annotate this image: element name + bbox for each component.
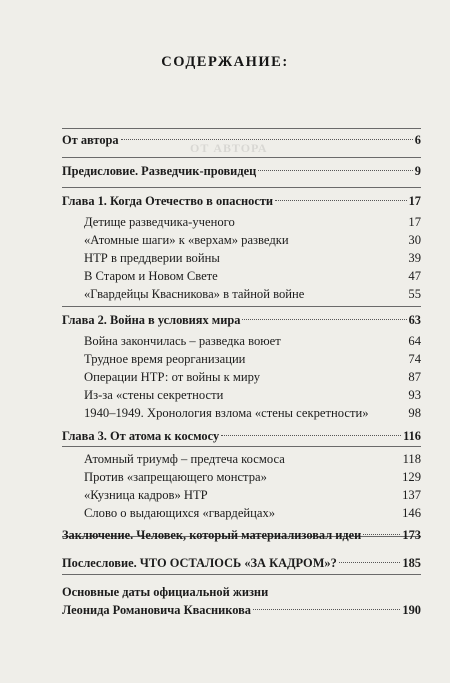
- toc-entry-label: Операции НТР: от войны к миру: [84, 370, 261, 384]
- toc-entry-page: 87: [408, 370, 421, 384]
- toc-entry-label: Атомный триумф – предтеча космоса: [84, 452, 285, 466]
- toc-entry-label: Из-за «стены секретности: [84, 388, 224, 402]
- toc-entry-page: 129: [402, 470, 421, 484]
- toc-entry-preface: [62, 163, 421, 180]
- toc-entry-label: В Старом и Новом Свете: [84, 269, 218, 283]
- toc-subentry: [84, 369, 421, 386]
- toc-entry-conclusion: [62, 527, 421, 544]
- toc-entry-label: Глава 1. Когда Отечество в опасности: [62, 194, 274, 208]
- toc-subentry: [84, 387, 421, 404]
- dot-leader: [363, 534, 400, 535]
- show-through-heading: ОТ АВТОРА: [190, 141, 268, 155]
- toc-entry-page: 74: [408, 352, 421, 366]
- toc-subentry: [84, 451, 421, 468]
- toc-entry-page: 185: [402, 556, 421, 570]
- dot-leader: [242, 319, 406, 320]
- divider: [62, 157, 421, 158]
- toc-entry-author: [62, 132, 421, 149]
- toc-subentry: [84, 505, 421, 522]
- toc-entry-page: 9: [414, 164, 421, 178]
- toc-entry-label: «Атомные шаги» к «верхам» разведки: [84, 233, 289, 247]
- toc-entry-page: 55: [408, 287, 421, 301]
- toc-entry-page: 146: [402, 506, 421, 520]
- toc-entry-label: «Гвардейцы Квасникова» в тайной войне: [84, 287, 305, 301]
- toc-entry-label: Война закончилась – разведка воюет: [84, 334, 281, 348]
- divider: [62, 187, 421, 188]
- toc-entry-afterword: [62, 555, 421, 572]
- divider: [62, 306, 421, 307]
- toc-entry-page: 6: [414, 133, 421, 147]
- toc-subentry: [84, 351, 421, 368]
- toc-entry-label: Предисловие. Разведчик-провидец: [62, 164, 257, 178]
- toc-entry-page: 118: [402, 452, 421, 466]
- toc-entry-label: 1940–1949. Хронология взлома «стены секретности»: [84, 406, 369, 420]
- toc-entry-page: 190: [402, 603, 421, 617]
- toc-entry-page: 17: [408, 215, 421, 229]
- toc-entry-label: Послесловие. ЧТО ОСТАЛОСЬ «ЗА КАДРОМ»?: [62, 556, 337, 570]
- toc-entry-page: 116: [403, 429, 421, 443]
- toc-entry-chapter-1: [62, 193, 421, 210]
- divider: [62, 128, 421, 129]
- toc-entry-page: 64: [408, 334, 421, 348]
- toc-subentry: [84, 469, 421, 486]
- toc-entry-label: Детище разведчика-ученого: [84, 215, 235, 229]
- toc-entry-page: 47: [408, 269, 421, 283]
- toc-entry-label: Слово о выдающихся «гвардейцах»: [84, 506, 276, 520]
- toc-entry-label: Заключение. Человек, который материализовал идеи: [62, 528, 362, 542]
- toc-subentry: [84, 268, 421, 285]
- toc-entry-page: 173: [402, 528, 421, 542]
- toc-entry-page: 137: [402, 488, 421, 502]
- toc-subentry: [84, 250, 421, 267]
- dot-leader: [258, 170, 413, 171]
- toc-entry-label: От автора: [62, 133, 119, 147]
- toc-entry-page: 17: [408, 194, 421, 208]
- toc-entry-label: Глава 2. Война в условиях мира: [62, 313, 241, 327]
- toc-entry-dates-line1: Основные даты официальной жизни: [62, 585, 269, 599]
- toc-entry-page: 30: [408, 233, 421, 247]
- toc-entry-page: 93: [408, 388, 421, 402]
- page-title: СОДЕРЖАНИЕ:: [161, 54, 289, 70]
- toc-entry-chapter-3: [62, 428, 421, 445]
- toc-entry-page: 98: [408, 406, 421, 420]
- toc-subentry: [84, 286, 421, 303]
- toc-entry-label: Трудное время реорганизации: [84, 352, 246, 366]
- toc-entry-label: Леонида Романовича Квасникова: [62, 603, 251, 617]
- toc-entry-label: Против «запрещающего монстра»: [84, 470, 267, 484]
- toc-subentry: [84, 405, 421, 422]
- divider: [62, 574, 421, 575]
- dot-leader: [121, 139, 413, 140]
- toc-entry-label: НТР в преддверии войны: [84, 251, 220, 265]
- toc-subentry: [84, 214, 421, 231]
- divider: [62, 446, 421, 447]
- toc-entry-label: «Кузница кадров» НТР: [84, 488, 208, 502]
- dot-leader: [339, 562, 401, 563]
- dot-leader: [253, 609, 400, 610]
- toc-entry-page: 63: [408, 313, 421, 327]
- toc-entry-page: 39: [408, 251, 421, 265]
- toc-entry-chapter-2: [62, 312, 421, 329]
- toc-subentry: [84, 232, 421, 249]
- toc-entry-label: Глава 3. От атома к космосу: [62, 429, 220, 443]
- toc-subentry: [84, 487, 421, 504]
- toc-subentry: [84, 333, 421, 350]
- dot-leader: [275, 200, 407, 201]
- toc-entry-dates: [62, 602, 421, 619]
- dot-leader: [221, 435, 401, 436]
